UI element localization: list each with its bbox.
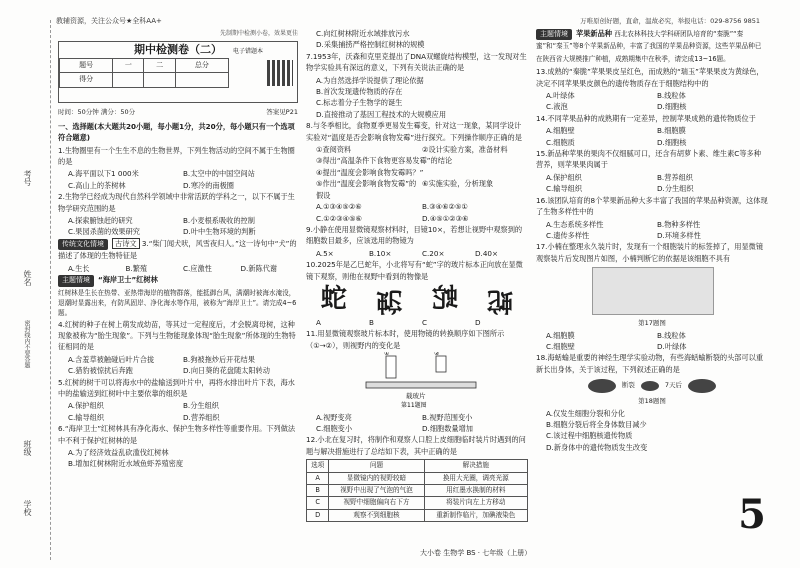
q13-opt-a: A.叶绿体 (546, 91, 575, 101)
q18-opt-a: A.仅发生细胞分裂和分化 (546, 408, 625, 418)
q4-opt-c: C.猎豹被惊扰后奔跑 (68, 366, 133, 376)
q10-opt-b: B (369, 317, 374, 327)
q5-opt-a: A.保护组织 (68, 401, 104, 411)
header-right: 万唯原创好题，直命，温故必究，举报电话：029-8756 9851 (580, 17, 760, 25)
q8-opt-b: B.③④⑥②⑤① (422, 202, 468, 212)
q12-cell: 将装片向左上方移动 (424, 497, 527, 509)
question-3: 3.“柴门闻犬吠，风雪夜归人。”这一诗句中“犬”的描述了体现的生物特征是 (58, 238, 297, 261)
q4-opt-a: A.含羞草被触碰后叶片合拢 (68, 354, 155, 364)
question-9: 9.小静在使用显微镜观察材料时，目镜10×，若想让视野中观察到的细胞数目最多，应该选用的物镜为 (306, 224, 523, 246)
q4-opt-b: B.狗被拖炒后开花结果 (183, 354, 255, 364)
q12-cell: 视野中出现了气泡的气泡 (329, 485, 424, 497)
q16-opt-a: A.生态系统多样性 (546, 219, 604, 229)
binding-margin (12, 20, 51, 560)
q12-head-0: 选项 (307, 460, 329, 472)
header-left: 教辅资源，关注公众号★全科AA+ (56, 17, 162, 25)
q14-opt-b: B.细胞膜 (657, 126, 686, 136)
q12-cell: 视野中细胞偏向右下方 (329, 497, 424, 509)
q15-opt-d: D.分生组织 (657, 184, 694, 194)
q10-image-a: 蛇 (320, 284, 347, 315)
q15-opt-c: C.输导组织 (546, 184, 583, 194)
q8-opt-c: C.①②③④⑤⑥ (316, 213, 362, 223)
question-1: 1.生物圈里有一个生生不息的生物世界，下列生物活动的空间不属于生物圈的是 (58, 145, 295, 167)
q1-opt-c: C.高山上的茶树林 (68, 180, 126, 190)
objective-2 (436, 356, 446, 372)
question-15: 15.新品种苹果的果肉不仅细腻可口，还含有胡萝卜素、维生素C等多种营养，则苹果果肉属于 (536, 149, 761, 170)
q8-item-1: ①查阅资料 (316, 145, 352, 155)
exam-title: 期中检测卷（二） (134, 43, 222, 57)
page-number: 5 (738, 491, 766, 538)
q17-fig-caption: 第17题图 (638, 319, 666, 328)
q11-opt-a: A.视野变亮 (316, 412, 352, 422)
q2-opt-b: B.小麦根系吸收的控制 (183, 216, 255, 226)
theme-text-2: 西北农林科技大学科研团队培育的“秦脆”“秦蜜”和“秦玉”等8个苹果新品种，丰富了我国的苹果品种资源，这些苹果品种已在陕西省大规模推广种植，成熟期集中在秋季，请完成13~16题。 (536, 30, 762, 63)
q2-opt-c: C.果园杀菌的效果研究 (68, 227, 140, 237)
q10-opt-d: D (475, 317, 481, 327)
theme-mangrove (58, 274, 298, 286)
q18-label-2: 7天后 (664, 381, 683, 390)
q10-image-d: 蛇 (487, 285, 514, 316)
question-7: 7.1953年，沃森和克里克提出了DNA双螺旋结构模型，这一发现对生物学实验具有深远的意义，下列有关说法正确的是 (306, 51, 527, 73)
qr-label: 电子错题本 (232, 48, 263, 56)
table-row (307, 472, 528, 484)
exam-notice: 先制期中检测小卷，效果更佳 (219, 30, 298, 37)
q1-opt-a: A.海平面以下1 000米 (68, 169, 139, 179)
q17-opt-d: D.叶绿体 (657, 341, 687, 351)
page-footer: 大小卷 生物学 BS · 七年级（上册） (420, 549, 532, 557)
q13-opt-b: B.线粒体 (657, 91, 686, 101)
q6-opt-b: B.增加红树林附近水域鱼虾养殖密度 (68, 459, 184, 469)
q3-opt-d: D.新陈代谢 (240, 263, 278, 273)
q12-head-2: 解决措施 (424, 460, 527, 472)
q10-image-b: 蛇 (376, 285, 403, 316)
q11-opt-d: D.细胞数量增加 (422, 423, 473, 433)
table-row (307, 497, 528, 509)
q6-opt-d: D.采集捕捞严格控制红树林的规模 (316, 40, 425, 50)
q12-cell: D (307, 509, 329, 521)
q12-cell: 换用大光圈，调亮光源 (424, 472, 527, 484)
q9-opt-b: B.10× (369, 248, 392, 258)
binding-class-label: 班级 (23, 440, 32, 456)
theme-apple (536, 28, 768, 65)
question-16: 16.该团队培育的8个苹果新品种大多丰富了我国的苹果品种资源，这体现了生物多样性中的 (536, 195, 768, 217)
q10-opt-c: C (422, 317, 428, 327)
theme-title: “海岸卫士”红树林 (98, 275, 158, 285)
table-row (307, 509, 528, 521)
score-row-label: 得分 (60, 73, 113, 87)
q7-opt-a: A.为自然选择学说提供了理论依据 (316, 75, 424, 85)
culture-tag: 传统文化情境 (58, 239, 108, 250)
q10-opt-a: A (316, 317, 321, 327)
exam-meta (58, 107, 298, 118)
q8-item-5: ⑤作出“温度会影响食物发霉”的假设 (316, 179, 417, 200)
question-17: 17.小楠在整理永久装片时，发现有一个细胞装片的标签掉了，用显微镜观察装片后发现图片如图，小楠判断它的依据是该细胞不具有 (536, 242, 764, 263)
q1-opt-d: D.寒冷的南极圈 (183, 180, 234, 190)
obj1-label: ① (384, 352, 390, 358)
question-6: 6.“海岸卫士”红树林具有净化海水、保护生物多样性等重要作用。下列做法中不利于保护红树林的是 (58, 424, 296, 445)
q5-opt-b: B.分生组织 (183, 401, 219, 411)
q11-microscope-diagram (306, 352, 528, 408)
q7-opt-d: D.直接推动了基因工程技术的大规模应用 (316, 109, 447, 119)
q8-opt-a: A.①③④⑤②⑥ (316, 202, 362, 212)
question-13: 13.成熟的“秦脆”苹果果皮呈红色，而成熟的“瑞玉”苹果果皮为黄绿色，决定不同苹果果皮颜色的遗传物质存在于细胞结构中的 (536, 67, 764, 88)
q6-opt-c: C.向红树林附近水域排放污水 (316, 29, 410, 38)
sea-slug-head-icon (641, 381, 659, 391)
exam-time: 时间：50分钟 满分：50分 (58, 108, 136, 117)
q12-cell: C (307, 497, 329, 509)
q12-table (306, 459, 528, 522)
q12-cell: B (307, 485, 329, 497)
theme-text: 红树林是生长在热带、亚热带海岸的植物群落，能抵御台风，满潮时被海水淹没，退潮时显露出来，有防风固岸、净化海水等作用，被称为“海岸卫士”。请完成4~6题。 (58, 288, 297, 317)
q18-diagram (536, 376, 768, 396)
q17-opt-c: C.细胞壁 (546, 341, 575, 351)
q17-photo (592, 267, 714, 315)
q10-images (306, 283, 528, 317)
objective-1 (386, 356, 396, 378)
q14-opt-c: C.细胞质 (546, 137, 575, 147)
section-1-heading: 一、选择题(本大题共20小题，每小题1分，共20分，每小题只有一个选项符合题意) (58, 121, 295, 143)
q13-opt-d: D.细胞核 (657, 102, 687, 112)
q6-opt-a: A.为了经济效益乱砍滥伐红树林 (68, 447, 169, 457)
q12-cell: 显微镜内的视野较暗 (329, 472, 424, 484)
q13-opt-c: C.液泡 (546, 102, 568, 112)
score-table (59, 58, 229, 88)
answer-page: 答案见P21 (266, 108, 298, 117)
q8-opt-d: D.④⑤①②③⑥ (422, 213, 469, 223)
binding-school-label: 学校 (23, 500, 32, 516)
q12-head-1: 问题 (329, 460, 424, 472)
question-18: 18.海蛞蝓是重要的神经生理学实验动物，有些海蛞蝓断裂的头部可以重新长出身体，关于该过程，下列叙述正确的是 (536, 353, 764, 374)
q3-opt-c: C.应激性 (183, 263, 212, 273)
score-head-0: 题号 (60, 58, 113, 72)
q12-cell: 用红墨水换制的材料 (424, 485, 527, 497)
question-12: 12.小北在复习时，将制作和观察人口腔上皮细胞临时装片时遇到的问题与解决措施进行了总结如下表，其中正确的是 (306, 435, 526, 456)
q15-opt-a: A.保护组织 (546, 172, 582, 182)
q17-opt-a: A.细胞膜 (546, 330, 575, 340)
q11-opt-c: C.细胞变小 (316, 423, 353, 433)
slide-label: 载玻片 (406, 392, 426, 401)
theme-tag: 主题情境 (58, 275, 94, 286)
sea-slug-icon (588, 379, 616, 393)
q2-opt-d: D.叶中生物环境的判断 (183, 227, 256, 237)
q18-opt-c: C.该过程中细胞核遗传物质 (546, 431, 633, 441)
question-5: 5.红树的树干可以将海水中的盐输送到叶片中，再将水排出叶片下表，海水中的盐输送到红树叶中主要依靠的组织是 (58, 377, 295, 398)
q1-opt-b: B.太空中的中国空间站 (183, 169, 255, 179)
q8-item-4: ④提出“温度会影响食物发霉吗？” (316, 167, 424, 177)
q8-item-6: ⑥实施实验，分析现象 (422, 179, 494, 189)
column-left (58, 28, 298, 470)
exam-title-box (58, 41, 298, 103)
table-row (307, 485, 528, 497)
q7-opt-c: C.标志着分子生物学的诞生 (316, 98, 403, 108)
question-11: 11.用显微镜观察玻片标本时，使用物镜的转换顺序如下图所示（①→②），则视野内的变化是 (306, 329, 505, 350)
question-2: 2.生物学已经成为现代自然科学领域中非常活跃的学科之一，以下不属于生物学研究范围的是 (58, 192, 295, 213)
q11-fig-caption: 第11题图 (401, 402, 427, 409)
q3-opt-a: A.生长 (68, 263, 90, 273)
q10-image-c: 蛇 (431, 284, 458, 315)
q9-opt-d: D.40× (475, 248, 498, 258)
q5-opt-c: C.输导组织 (68, 412, 105, 422)
obj2-label: ② (434, 352, 440, 358)
q16-opt-b: B.物种多样性 (657, 219, 701, 229)
theme-tag-2: 主题情境 (536, 29, 572, 40)
q17-opt-b: B.线粒体 (657, 330, 686, 340)
question-10: 10.2025年是乙巳蛇年，小北将写有“蛇”字的玻片标本正向放在显微镜下观察，则他在视野中看到的物像是 (306, 260, 523, 281)
q8-item-2: ②设计实验方案，准备材料 (422, 145, 508, 155)
score-head-3: 总分 (175, 58, 228, 72)
binding-name-label: 姓名 (23, 270, 32, 286)
q16-opt-c: C.遗传多样性 (546, 230, 590, 240)
sea-slug-regrown-icon (688, 379, 716, 393)
binding-number-label: 考号 (23, 170, 32, 186)
q15-opt-b: B.营养组织 (657, 172, 693, 182)
qr-code-icon (267, 60, 293, 86)
q12-cell: A (307, 472, 329, 484)
q8-item-3: ③得出“高温条件下食物更容易发霉”的结论 (316, 156, 453, 166)
column-right (536, 28, 768, 453)
score-head-1: 一 (113, 58, 144, 72)
q18-opt-d: D.新身体中的遗传物质发生改变 (546, 442, 648, 452)
q14-opt-a: A.细胞壁 (546, 126, 575, 136)
q5-opt-d: D.营养组织 (183, 412, 220, 422)
theme-title-2: 苹果新品种 (576, 29, 612, 38)
q2-opt-a: A.探索腑蚀赶的研究 (68, 216, 133, 226)
question-4: 4.红树的种子在树上萌发成幼苗，等其过一定程度后，才会脱离母树，这种现象被称为“胎生现象”。下列与生物能现象体现“胎生现象”所体现的生物特征相同的是 (58, 319, 296, 352)
q12-cell: 观察不到细胞核 (329, 509, 424, 521)
question-14: 14.不同苹果品种的成熟期有一定差异，控制苹果成熟的遗传物质位于 (536, 113, 756, 123)
question-3-wrap (58, 238, 298, 262)
q18-opt-b: B.细胞分裂后将全身体数目减少 (546, 419, 647, 429)
q11-opt-b: B.视野范围变小 (422, 412, 473, 422)
score-head-2: 二 (144, 58, 175, 72)
column-middle (306, 28, 528, 522)
q3-opt-b: B.繁殖 (125, 263, 148, 273)
q4-opt-d: D.向日葵的花盘随太阳转动 (183, 366, 270, 376)
binding-seal-note: 密封线内不要答题 (23, 320, 30, 368)
culture-tag-box: 古诗文 (112, 238, 140, 249)
q9-opt-c: C.20× (422, 248, 445, 258)
q9-opt-a: A.5× (316, 248, 334, 258)
q16-opt-d: D.环境多样性 (657, 230, 701, 240)
q18-fig-caption: 第18题图 (638, 397, 666, 406)
q18-label-1: 断裂 (621, 381, 635, 390)
question-8: 8.与冬季相比，食物夏季更易发生霉变，针对这一现象，某同学设计实验对“温度是否会影响食物发霉”进行探究。下列操作顺序正确的是 (306, 121, 522, 142)
q7-opt-b: B.首次发现遗传物质的存在 (316, 87, 403, 97)
slide-shape (366, 382, 476, 388)
q14-opt-d: D.细胞核 (657, 137, 687, 147)
q12-cell: 重新制作临片，加碘液染色 (424, 509, 527, 521)
